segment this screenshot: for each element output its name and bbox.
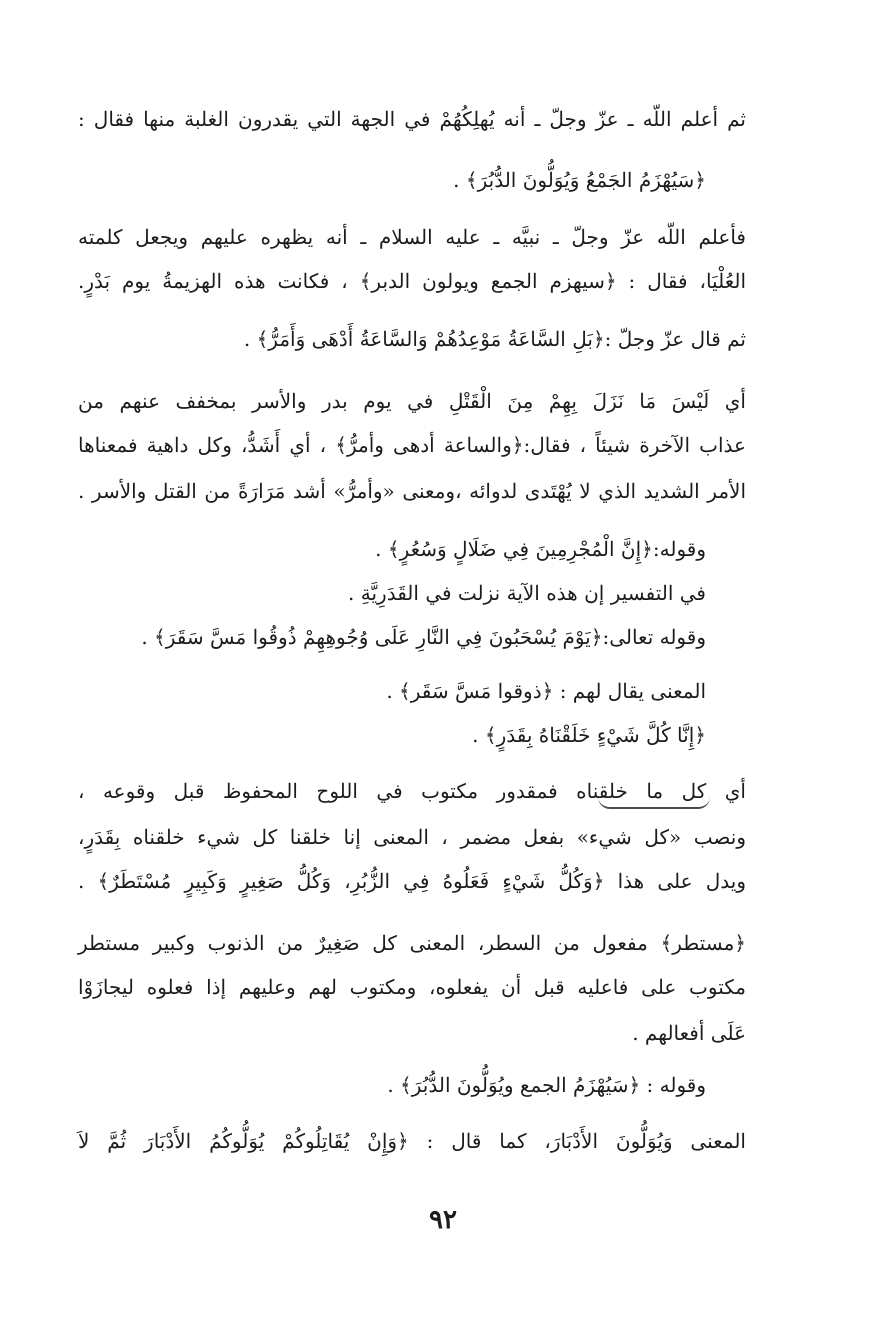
handwritten-underline-mark — [598, 797, 710, 809]
text-line: ثم قال عزّ وجلّ :﴿بَلِ السَّاعَةُ مَوْعِدُهُمْ وَالسَّاعَةُ أَدْهَى وَأَمَرُّ﴾ . — [243, 327, 746, 351]
text-line: وقوله : ﴿سَيُهْزَمُ الجمع ويُوَلُّونَ الدُّبُرَ﴾ . — [387, 1073, 706, 1097]
text-line: ويدل على هذا ﴿وَكُلُّ شَيْءٍ فَعَلُوهُ فِي الزُّبُرِ، وَكُلُّ صَغِيرٍ وَكَبِيرٍ مُسْتَطَرٌ﴾ . — [78, 869, 746, 893]
text-line: مكتوب على فاعليه قبل أن يفعلوه، ومكتوب لهم وعليهم إذا فعلوه ليجازَوْا — [78, 975, 746, 999]
text-line: وقوله تعالى:﴿يَوْمَ يُسْحَبُونَ فِي النَّارِ عَلَى وُجُوهِهِمْ ذُوقُوا مَسَّ سَقَرَ﴾ . — [141, 625, 706, 649]
text-line: أي كل ما خلقناه فمقدور مكتوب في اللوح المحفوظ قبل وقوعه ، — [78, 779, 746, 803]
text-line: عذاب الآخرة شيئاً ، فقال:﴿والساعة أدهى وأمرُّ﴾ ، أي أَشَدُّ، وكل داهية فمعناها — [78, 433, 746, 457]
page-number: ٩٢ — [429, 1205, 457, 1235]
text-line: العُلْيَا، فقال : ﴿سيهزم الجمع ويولون الدبر﴾ ، فكانت هذه الهزيمةُ يوم بَدْرٍ. — [78, 269, 746, 293]
text-line: الأمر الشديد الذي لا يُهْتَدى لدوائه ،ومعنى «وأمرُّ» أشد مَرَارَةً من القتل والأسر . — [78, 479, 746, 503]
text-line: وقوله:﴿إِنَّ الْمُجْرِمِينَ فِي ضَلَالٍ وَسُعُرٍ﴾ . — [375, 537, 706, 561]
text-line: ونصب «كل شيء» بفعل مضمر ، المعنى إنا خلقنا كل شيء خلقناه بِقَدَرٍ، — [78, 825, 746, 849]
text-line: ثم أعلم اللّه ـ عزّ وجلّ ـ أنه يُهلِكُهُمْ في الجهة التي يقدرون الغلبة منها فقال : — [78, 107, 746, 131]
text-line: عَلَى أفعالهم . — [632, 1021, 746, 1045]
text-line: المعنى يقال لهم : ﴿ذوقوا مَسَّ سَقَر﴾ . — [386, 679, 706, 703]
text-line: المعنى وَيُوَلُّونَ الأَدْبَارَ، كما قال : ﴿وَإِنْ يُقَاتِلُوكُمْ يُوَلُّوكُمُ الأَدْبَارَ ثُمَّ لاَ — [78, 1129, 746, 1153]
text-line: فأعلم اللّه عزّ وجلّ ـ نبيَّه ـ عليه السلام ـ أنه يظهره عليهم ويجعل كلمته — [78, 225, 746, 249]
verse-line: ﴿سَيُهْزَمُ الجَمْعُ وَيُوَلُّونَ الدُّبُرَ﴾ . — [453, 168, 706, 192]
text-line: أي لَيْسَ مَا نَزَلَ بِهِمْ مِنَ الْقَتْلِ في يوم بدر والأسر بمخفف عنهم من — [78, 389, 746, 413]
text-line: في التفسير إن هذه الآية نزلت في القَدَرِيَّةِ . — [348, 581, 706, 605]
text-line: ﴿مستطر﴾ مفعول من السطر، المعنى كل صَغِيرٌ من الذنوب وكبير مستطر — [78, 931, 746, 955]
verse-line: ﴿إِنَّا كُلَّ شَيْءٍ خَلَقْنَاهُ بِقَدَرٍ﴾ . — [472, 723, 706, 747]
